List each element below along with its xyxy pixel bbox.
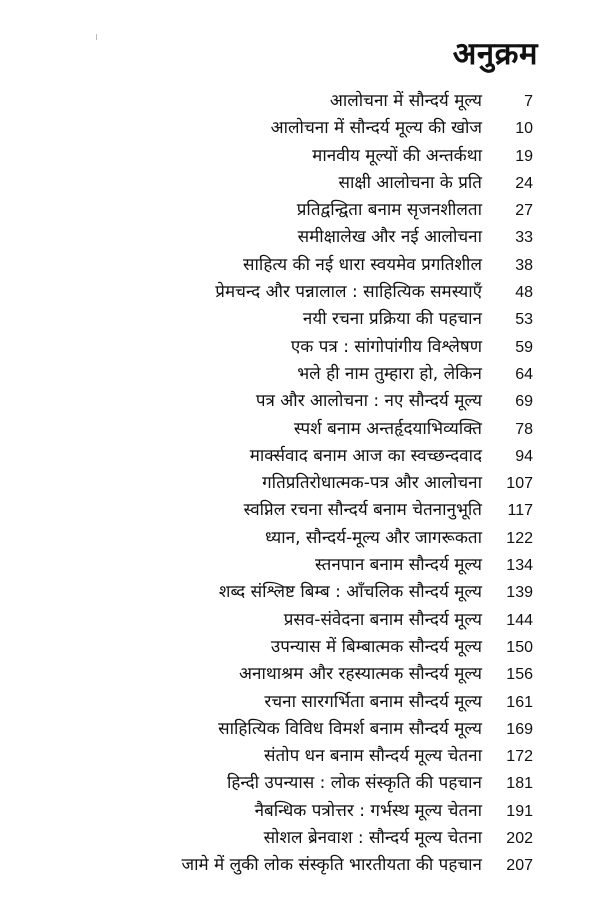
toc-entry <box>0 770 600 797</box>
toc-entry <box>0 825 600 852</box>
toc-entry <box>0 170 600 197</box>
toc-entry-page-number: 117 <box>507 502 533 520</box>
toc-entry <box>0 279 600 306</box>
toc-entry-title: स्वप्निल रचना सौन्दर्य बनाम चेतनानुभूति <box>243 500 482 521</box>
toc-entry <box>0 852 600 879</box>
toc-entry <box>0 552 600 579</box>
toc-entry-title: प्रतिद्वन्द्विता बनाम सृजनशीलता <box>296 200 482 221</box>
toc-entry <box>0 197 600 224</box>
toc-entry-page-number: 48 <box>515 284 533 302</box>
toc-entry <box>0 497 600 524</box>
toc-entry-title: मार्क्सवाद बनाम आज का स्वच्छन्दवाद <box>249 445 482 466</box>
toc-entry <box>0 388 600 415</box>
toc-entry <box>0 607 600 634</box>
toc-entry-page-number: 69 <box>515 393 533 411</box>
toc-entry-title: रचना सारगर्भिता बनाम सौन्दर्य मूल्य <box>264 691 482 712</box>
toc-entry-page-number: 94 <box>515 447 533 465</box>
toc-entry <box>0 416 600 443</box>
toc-entry-title: स्तनपान बनाम सौन्दर्य मूल्य <box>315 555 482 576</box>
toc-entry-page-number: 107 <box>506 475 533 493</box>
toc-entry-page-number: 161 <box>506 693 533 711</box>
scan-mark <box>96 34 97 40</box>
toc-entry <box>0 306 600 333</box>
toc-entry-title: स्पर्श बनाम अन्तर्हृदयाभिव्यक्ति <box>293 418 482 439</box>
toc-entry-title: जामे में लुकी लोक संस्कृति भारतीयता की पहचान <box>181 855 482 876</box>
toc-entry <box>0 798 600 825</box>
toc-entry-page-number: 7 <box>524 93 533 110</box>
toc-entry <box>0 361 600 388</box>
toc-entry-page-number: 59 <box>515 338 533 356</box>
toc-entry-title: साहित्यिक विविध विमर्श बनाम सौन्दर्य मूल्य <box>218 718 482 739</box>
toc-entry <box>0 115 600 142</box>
toc-entry <box>0 579 600 606</box>
toc-entry-title: संतोप धन बनाम सौन्दर्य मूल्य चेतना <box>263 746 482 767</box>
toc-entry-page-number: 27 <box>515 202 533 220</box>
toc-entry-page-number: 202 <box>506 830 533 848</box>
toc-entry-title: नैबन्धिक पत्रोत्तर : गर्भस्थ मूल्य चेतना <box>254 800 482 821</box>
toc-entry-title: नयी रचना प्रक्रिया की पहचान <box>302 309 482 330</box>
toc-entry-title: हिन्दी उपन्यास : लोक संस्कृति की पहचान <box>226 773 482 794</box>
toc-entry <box>0 716 600 743</box>
toc-entry-page-number: 150 <box>506 638 533 656</box>
toc-entry-title: मानवीय मूल्यों की अन्तर्कथा <box>312 145 482 166</box>
toc-entry-page-number: 172 <box>506 748 533 766</box>
toc-entry-title: उपन्यास में बिम्बात्मक सौन्दर्य मूल्य <box>270 636 482 657</box>
toc-entry <box>0 525 600 552</box>
toc-entry <box>0 334 600 361</box>
toc-entry-page-number: 191 <box>506 802 533 820</box>
toc-entry-page-number: 78 <box>515 420 533 438</box>
toc-entry-page-number: 156 <box>506 666 533 684</box>
toc-entry <box>0 143 600 170</box>
toc-entry-title: आलोचना में सौन्दर्य मूल्य की खोज <box>270 118 482 139</box>
toc-entry-page-number: 64 <box>515 365 533 383</box>
toc-entry-page-number: 38 <box>515 256 533 274</box>
toc-entry-title: अनाथाश्रम और रहस्यात्मक सौन्दर्य मूल्य <box>239 664 482 685</box>
toc-entry-page-number: 134 <box>506 557 533 575</box>
table-of-contents <box>0 88 600 880</box>
toc-entry-title: समीक्षालेख और नई आलोचना <box>297 227 482 248</box>
toc-entry <box>0 88 600 115</box>
toc-entry-title: साहित्य की नई धारा स्वयमेव प्रगतिशील <box>243 254 482 275</box>
toc-entry-page-number: 33 <box>515 229 533 247</box>
toc-entry-title: ध्यान, सौन्दर्य-मूल्य और जागरूकता <box>265 527 482 548</box>
toc-entry <box>0 743 600 770</box>
toc-entry <box>0 661 600 688</box>
toc-entry <box>0 470 600 497</box>
toc-entry-page-number: 169 <box>506 720 533 738</box>
toc-entry-title: भले ही नाम तुम्हारा हो, लेकिन <box>297 363 482 384</box>
toc-entry-title: सोशल ब्रेनवाश : सौन्दर्य मूल्य चेतना <box>263 828 482 849</box>
page-title: अनुक्रम <box>452 36 538 72</box>
toc-entry-title: आलोचना में सौन्दर्य मूल्य <box>329 91 482 111</box>
toc-entry <box>0 443 600 470</box>
toc-entry-title: पत्र और आलोचना : नए सौन्दर्य मूल्य <box>255 391 482 412</box>
toc-entry-page-number: 19 <box>515 147 533 165</box>
toc-entry <box>0 224 600 251</box>
toc-entry-title: एक पत्र : सांगोपांगीय विश्लेषण <box>290 336 482 357</box>
toc-entry-page-number: 122 <box>506 529 533 547</box>
toc-entry-title: प्रसव-संवेदना बनाम सौन्दर्य मूल्य <box>283 609 482 630</box>
toc-entry-page-number: 53 <box>515 311 533 329</box>
toc-entry-title: साक्षी आलोचना के प्रति <box>338 172 482 193</box>
toc-entry-title: प्रेमचन्द और पन्नालाल : साहित्यिक समस्याएँ <box>215 282 482 303</box>
toc-entry <box>0 634 600 661</box>
toc-entry <box>0 252 600 279</box>
toc-entry-title: गतिप्रतिरोधात्मक-पत्र और आलोचना <box>262 473 482 494</box>
toc-entry-page-number: 139 <box>506 584 533 602</box>
toc-entry <box>0 689 600 716</box>
toc-entry-page-number: 207 <box>506 857 533 875</box>
toc-entry-title: शब्द संश्लिष्ट बिम्ब : आँचलिक सौन्दर्य मूल्य <box>218 582 482 603</box>
toc-entry-page-number: 24 <box>515 174 533 192</box>
toc-entry-page-number: 144 <box>506 611 533 629</box>
toc-entry-page-number: 10 <box>515 120 533 138</box>
toc-entry-page-number: 181 <box>506 775 533 793</box>
